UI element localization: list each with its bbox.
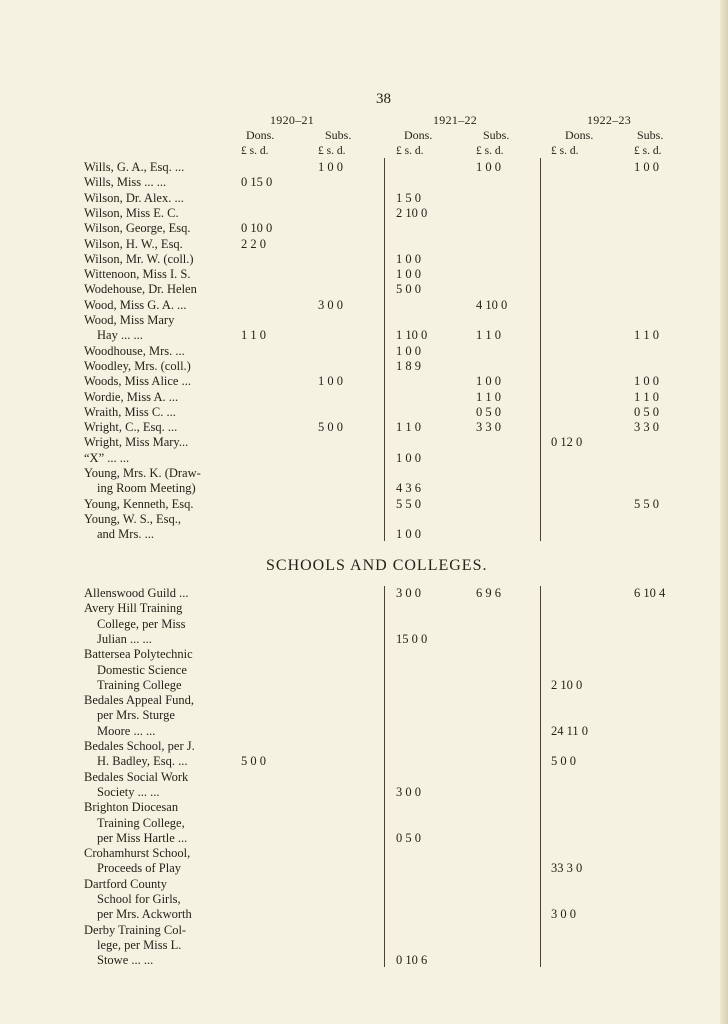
entry-name: College, per Miss <box>97 616 186 631</box>
amount-subs-1921: 0 5 0 <box>476 404 501 419</box>
entry-name: Bedales Appeal Fund, <box>84 693 195 708</box>
amount-dons-1922: 33 3 0 <box>551 861 583 876</box>
entry-name: Society ... ... <box>97 784 160 799</box>
entry-name: Wordie, Miss A. ... <box>84 389 179 404</box>
entry-name: per Mrs. Sturge <box>97 708 175 723</box>
amount-dons-1921: 1 0 0 <box>396 251 421 266</box>
amount-subs-1922: 0 5 0 <box>634 404 659 419</box>
entry-name: Training College, <box>97 815 185 830</box>
amount-dons-1920: 0 10 0 <box>241 221 273 236</box>
entry-name: Young, Mrs. K. (Draw- <box>84 466 201 480</box>
entry-name: Wilson, Mr. W. (coll.) <box>84 251 194 266</box>
column-rule <box>540 586 541 967</box>
currency-header: £ s. d. <box>551 145 579 157</box>
amount-subs-1922: 1 1 0 <box>634 389 659 404</box>
amount-dons-1921: 1 0 0 <box>396 267 421 282</box>
amount-dons-1921: 3 0 0 <box>396 586 421 600</box>
entry-name: Dartford County <box>84 876 167 891</box>
year-heading: 1921–22 <box>433 113 478 127</box>
dons-label: Dons. <box>246 128 275 142</box>
amount-dons-1922: 2 10 0 <box>551 677 583 692</box>
amount-subs-1921: 6 9 6 <box>476 586 501 600</box>
entry-name: Woodley, Mrs. (coll.) <box>84 358 191 373</box>
page-edge <box>720 0 728 1024</box>
amount-subs-1922: 1 1 0 <box>634 328 659 343</box>
entry-name: Woodhouse, Mrs. ... <box>84 343 185 358</box>
dons-label: Dons. <box>565 128 594 142</box>
entry-name: Stowe ... ... <box>97 953 154 968</box>
amount-dons-1921: 0 10 6 <box>396 953 428 968</box>
currency-header: £ s. d. <box>318 145 346 157</box>
amount-dons-1921: 1 0 0 <box>396 343 421 358</box>
amount-dons-1921: 2 10 0 <box>396 205 428 220</box>
entry-name: Proceeds of Play <box>97 861 182 876</box>
amount-dons-1921: 1 1 0 <box>396 420 421 435</box>
amount-subs-1921: 3 3 0 <box>476 420 501 435</box>
amount-dons-1920: 1 1 0 <box>241 328 266 343</box>
entry-name: Crohamhurst School, <box>84 846 191 861</box>
amount-dons-1921: 0 5 0 <box>396 830 421 845</box>
amount-subs-1921: 4 10 0 <box>476 297 508 312</box>
entry-name: Wilson, H. W., Esq. <box>84 236 183 251</box>
subs-label: Subs. <box>325 128 352 142</box>
column-rule <box>384 158 385 541</box>
amount-subs-1921: 1 0 0 <box>476 374 501 389</box>
column-rule <box>384 586 385 967</box>
amount-dons-1921: 1 5 0 <box>396 190 421 205</box>
amount-subs-1922: 3 3 0 <box>634 420 659 435</box>
amount-subs-1920: 1 0 0 <box>318 374 343 389</box>
entry-name: Wodehouse, Dr. Helen <box>84 282 197 297</box>
amount-dons-1921: 1 0 0 <box>396 450 421 465</box>
entry-name: Domestic Science <box>97 662 187 677</box>
amount-dons-1920: 5 0 0 <box>241 754 266 769</box>
amount-dons-1921: 3 0 0 <box>396 784 421 799</box>
amount-subs-1922: 6 10 4 <box>634 586 666 600</box>
amount-subs-1920: 1 0 0 <box>318 160 343 174</box>
entry-name: School for Girls, <box>97 892 181 906</box>
entry-name: ing Room Meeting) <box>97 481 196 496</box>
entry-name: Wilson, Miss E. C. <box>84 205 179 220</box>
entry-name: Allenswood Guild ... <box>84 586 189 600</box>
entry-name: per Miss Hartle ... <box>97 830 188 845</box>
currency-header: £ s. d. <box>396 145 424 157</box>
amount-dons-1922: 24 11 0 <box>551 723 589 738</box>
amount-dons-1921: 15 0 0 <box>396 631 428 646</box>
amount-dons-1921: 4 3 6 <box>396 481 421 496</box>
amount-subs-1921: 1 1 0 <box>476 389 501 404</box>
column-rule <box>540 158 541 541</box>
dons-label: Dons. <box>404 128 433 142</box>
subs-label: Subs. <box>483 128 510 142</box>
entry-name: Training College <box>97 677 182 692</box>
amount-subs-1920: 5 0 0 <box>318 420 343 435</box>
entry-name: lege, per Miss L. <box>97 937 182 952</box>
amount-subs-1922: 5 5 0 <box>634 496 659 511</box>
entry-name: Wills, Miss ... ... <box>84 175 167 190</box>
page-number: 38 <box>376 91 391 107</box>
entry-name: Wood, Miss G. A. ... <box>84 297 187 312</box>
year-heading: 1922–23 <box>587 113 632 127</box>
entry-name: Bedales Social Work <box>84 769 189 784</box>
entry-name: Wilson, Dr. Alex. ... <box>84 190 184 205</box>
entry-name: Hay ... ... <box>97 328 143 343</box>
amount-dons-1922: 3 0 0 <box>551 907 576 922</box>
entry-name: Woods, Miss Alice ... <box>84 374 191 389</box>
amount-dons-1920: 0 15 0 <box>241 175 273 190</box>
amount-dons-1921: 1 8 9 <box>396 358 421 373</box>
amount-dons-1921: 1 0 0 <box>396 527 421 542</box>
entry-name: Moore ... ... <box>97 723 156 738</box>
entry-name: H. Badley, Esq. ... <box>97 754 188 769</box>
amount-dons-1921: 5 0 0 <box>396 282 421 297</box>
entry-name: Wright, Miss Mary... <box>84 435 189 450</box>
entry-name: Wittenoon, Miss I. S. <box>84 267 191 282</box>
amount-subs-1922: 1 0 0 <box>634 374 659 389</box>
currency-header: £ s. d. <box>241 145 269 157</box>
amount-dons-1921: 5 5 0 <box>396 496 421 511</box>
entry-name: Avery Hill Training <box>84 601 183 616</box>
entry-name: Young, W. S., Esq., <box>84 511 182 526</box>
section-title: SCHOOLS AND COLLEGES. <box>266 557 488 574</box>
entry-name: and Mrs. ... <box>97 527 154 542</box>
amount-dons-1922: 5 0 0 <box>551 754 576 769</box>
amount-subs-1921: 1 1 0 <box>476 328 501 343</box>
amount-dons-1922: 0 12 0 <box>551 435 583 450</box>
year-heading: 1920–21 <box>270 113 315 127</box>
amount-dons-1921: 1 10 0 <box>396 328 428 343</box>
entry-name: Bedales School, per J. <box>84 739 195 753</box>
amount-subs-1922: 1 0 0 <box>634 160 659 174</box>
entry-name: Wright, C., Esq. ... <box>84 420 178 435</box>
entry-name: Wood, Miss Mary <box>84 313 175 327</box>
entry-name: Battersea Polytechnic <box>84 647 193 662</box>
entry-name: Brighton Diocesan <box>84 800 179 815</box>
entry-name: “X” ... ... <box>84 450 130 465</box>
entry-name: Young, Kenneth, Esq. <box>84 496 194 511</box>
currency-header: £ s. d. <box>476 145 504 157</box>
entry-name: Wilson, George, Esq. <box>84 221 191 236</box>
amount-subs-1920: 3 0 0 <box>318 297 343 312</box>
entry-name: Wills, G. A., Esq. ... <box>84 160 185 174</box>
currency-header: £ s. d. <box>634 145 662 157</box>
entry-name: Wraith, Miss C. ... <box>84 404 176 419</box>
amount-dons-1920: 2 2 0 <box>241 236 266 251</box>
subs-label: Subs. <box>637 128 664 142</box>
entry-name: per Mrs. Ackworth <box>97 907 192 922</box>
entry-name: Julian ... ... <box>97 631 152 646</box>
entry-name: Derby Training Col- <box>84 922 187 937</box>
amount-subs-1921: 1 0 0 <box>476 160 501 174</box>
